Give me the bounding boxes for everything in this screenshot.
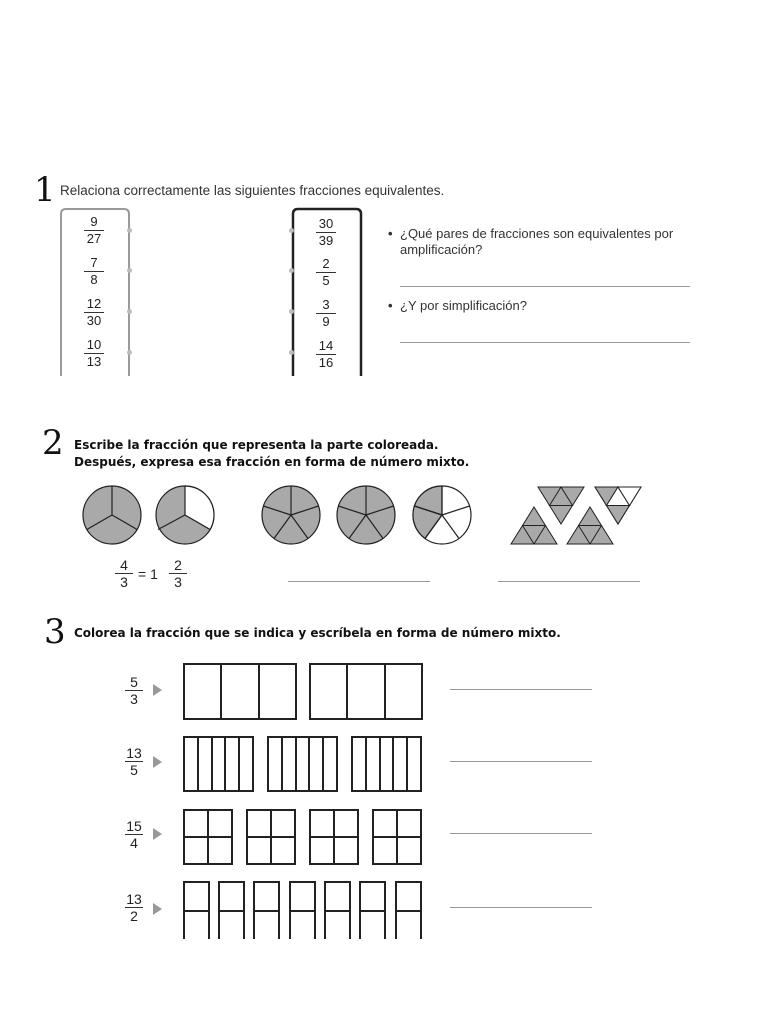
answer-line-row1[interactable]: [450, 689, 592, 690]
answer-line-amplification[interactable]: [400, 286, 690, 287]
fraction-numerator: 13: [126, 891, 142, 907]
fraction-denominator: 4: [130, 835, 138, 851]
pointer-arrow-icon: [153, 684, 162, 696]
fraction-denominator: 3: [130, 691, 138, 707]
fraction-denominator: 3: [174, 574, 182, 590]
fraction-numerator: 13: [126, 745, 142, 761]
section2-instruction-line2: Después, expresa esa fracción en forma de número mixto.: [74, 455, 470, 469]
row-fraction: [116, 675, 152, 706]
left-fraction: [76, 297, 112, 328]
right-match-dot[interactable]: [289, 268, 294, 273]
row-fraction: [116, 746, 152, 777]
right-match-dot[interactable]: [289, 350, 294, 355]
fraction-denominator: 16: [318, 355, 334, 370]
fraction-grid[interactable]: [372, 809, 422, 865]
pointer-arrow-icon: [153, 903, 162, 915]
row-fraction: [116, 819, 152, 850]
row-fraction: [116, 892, 152, 923]
fraction-denominator: 13: [86, 354, 102, 369]
shaded-figures: [70, 480, 650, 552]
fraction-numerator: 15: [126, 818, 142, 834]
fraction-numerator: 10: [86, 337, 102, 352]
fraction-denominator: 8: [90, 272, 98, 287]
section-number-2: 2: [42, 423, 64, 463]
right-match-dot[interactable]: [289, 228, 294, 233]
right-fraction: [308, 339, 344, 370]
fraction-numerator: 7: [90, 255, 98, 270]
fraction-denominator: 3: [120, 574, 128, 590]
fraction-denominator: 39: [318, 233, 334, 248]
left-match-dot[interactable]: [127, 228, 132, 233]
fraction-denominator: 27: [86, 231, 102, 246]
section2-instruction: [74, 437, 469, 471]
left-fraction: [76, 256, 112, 287]
right-fraction: [308, 298, 344, 329]
triangle-group: [511, 487, 641, 544]
fraction-denominator: 5: [322, 273, 330, 288]
left-fraction: [76, 215, 112, 246]
answer-line-triangles[interactable]: [498, 581, 640, 582]
fraction-numerator: 12: [86, 296, 102, 311]
fraction-grid[interactable]: [183, 809, 233, 865]
fraction-denominator: 2: [130, 908, 138, 924]
fraction-numerator: 30: [318, 216, 334, 231]
example-fraction: [106, 558, 142, 589]
fraction-numerator: 3: [322, 297, 330, 312]
question-amplification-text: ¿Qué pares de fracciones son equivalentes por amplificación?: [400, 226, 674, 257]
right-fraction: [308, 257, 344, 288]
left-match-dot[interactable]: [127, 350, 132, 355]
section2-instruction-line1: Escribe la fracción que representa la parte coloreada.: [74, 438, 439, 452]
fraction-numerator: 4: [120, 557, 128, 573]
answer-line-row3[interactable]: [450, 833, 592, 834]
fraction-grid[interactable]: [309, 663, 423, 720]
fraction-grid[interactable]: [324, 881, 351, 939]
fraction-grid[interactable]: [183, 881, 210, 939]
example-mixed-fraction: [160, 558, 196, 589]
question-simplification: • ¿Y por simplificación?: [388, 298, 688, 314]
fraction-grid[interactable]: [218, 881, 245, 939]
answer-line-fifths[interactable]: [288, 581, 430, 582]
fraction-numerator: 2: [174, 557, 182, 573]
left-match-dot[interactable]: [127, 268, 132, 273]
section-number-3: 3: [44, 612, 66, 652]
fraction-grid[interactable]: [267, 736, 338, 792]
answer-line-row4[interactable]: [450, 907, 592, 908]
fraction-denominator: 5: [130, 762, 138, 778]
left-fraction: [76, 338, 112, 369]
question-simplification-text: ¿Y por simplificación?: [400, 298, 527, 313]
fraction-numerator: 2: [322, 256, 330, 271]
circle-fifths-partial: [413, 486, 471, 544]
right-match-dot[interactable]: [289, 309, 294, 314]
fraction-denominator: 9: [322, 314, 330, 329]
section1-instruction: Relaciona correctamente las siguientes fracciones equivalentes.: [60, 183, 445, 198]
pointer-arrow-icon: [153, 756, 162, 768]
fraction-grid[interactable]: [253, 881, 280, 939]
fraction-grid[interactable]: [246, 809, 296, 865]
right-fraction: [308, 217, 344, 248]
left-match-dot[interactable]: [127, 309, 132, 314]
fraction-denominator: 30: [86, 313, 102, 328]
fraction-numerator: 5: [130, 674, 138, 690]
fraction-numerator: 9: [90, 214, 98, 229]
fraction-grid[interactable]: [359, 881, 386, 939]
pointer-arrow-icon: [153, 828, 162, 840]
fraction-grid[interactable]: [289, 881, 316, 939]
circle-fifths-full: [262, 486, 320, 544]
section3-instruction: Colorea la fracción que se indica y escríbela en forma de número mixto.: [74, 626, 561, 640]
circle-thirds-full: [83, 486, 141, 544]
fraction-grid[interactable]: [183, 663, 297, 720]
fraction-grid[interactable]: [309, 809, 359, 865]
circle-thirds-partial: [156, 486, 214, 544]
section-number-1: 1: [34, 170, 56, 210]
answer-line-row2[interactable]: [450, 761, 592, 762]
fraction-numerator: 14: [318, 338, 334, 353]
question-amplification: • ¿Qué pares de fracciones son equivalentes por amplificación?: [388, 226, 688, 258]
fraction-grid[interactable]: [351, 736, 422, 792]
answer-line-simplification[interactable]: [400, 342, 690, 343]
fraction-grid[interactable]: [395, 881, 422, 939]
fraction-grid[interactable]: [183, 736, 254, 792]
example-equals: = 1: [138, 566, 158, 582]
circle-fifths-full: [337, 486, 395, 544]
